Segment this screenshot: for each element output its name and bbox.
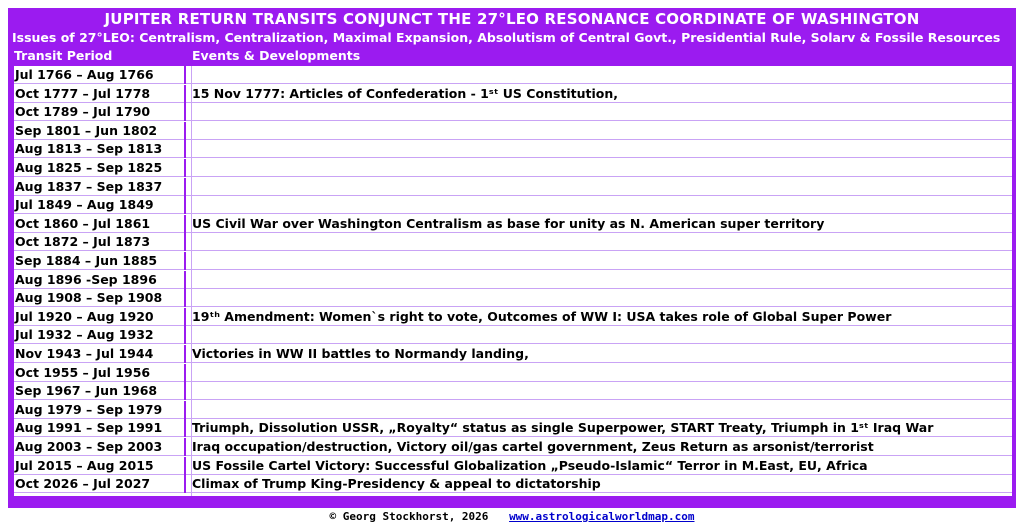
transit-period-cell: Aug 2003 – Sep 2003	[14, 438, 186, 456]
event-cell	[192, 233, 1010, 251]
event-cell	[192, 178, 1010, 196]
transit-period-cell: Jul 2015 – Aug 2015	[14, 457, 186, 475]
event-cell	[192, 103, 1010, 121]
column-header-events: Events & Developments	[192, 48, 361, 63]
table-row	[14, 419, 1012, 437]
event-cell: Victories in WW II battles to Normandy landing,	[192, 346, 529, 361]
event-cell	[192, 196, 1010, 214]
transit-period-cell: Oct 1860 – Jul 1861	[14, 215, 186, 233]
event-cell: Triumph, Dissolution USSR, „Royalty“ status as single Superpower, START Treaty, Triumph in 1ˢᵗ Iraq War	[192, 420, 934, 436]
transit-period-cell: Sep 1884 – Jun 1885	[14, 252, 186, 270]
transit-period-cell: Oct 1777 – Jul 1778	[14, 85, 186, 103]
event-cell	[192, 159, 1010, 177]
table-row	[14, 215, 1012, 233]
table-row	[14, 475, 1012, 493]
event-cell	[192, 271, 1010, 289]
table-row	[14, 326, 1012, 344]
event-cell	[192, 364, 1010, 382]
event-cell	[192, 289, 1010, 307]
event-cell: Iraq occupation/destruction, Victory oil/gas cartel government, Zeus Return as arsonist/terrorist	[192, 439, 874, 454]
transit-period-cell: Jul 1932 – Aug 1932	[14, 326, 186, 344]
transit-period-cell: Aug 1813 – Sep 1813	[14, 140, 186, 158]
table-row	[14, 382, 1012, 400]
transit-period-cell: Oct 1872 – Jul 1873	[14, 233, 186, 251]
table-row	[14, 364, 1012, 382]
event-cell	[192, 326, 1010, 344]
event-cell: US Civil War over Washington Centralism as base for unity as N. American super territory	[192, 215, 825, 231]
transit-period-cell: Jul 1766 – Aug 1766	[14, 66, 186, 84]
event-cell	[192, 382, 1010, 400]
table-frame	[8, 8, 1016, 508]
table-row	[14, 66, 1012, 84]
event-cell	[192, 122, 1010, 140]
event-cell	[192, 252, 1010, 270]
copyright-text: © Georg Stockhorst, 2026	[329, 510, 489, 523]
table-row	[14, 159, 1012, 177]
table-row	[14, 122, 1012, 140]
table-row	[14, 308, 1012, 326]
footer	[0, 510, 1024, 524]
table-row	[14, 178, 1012, 196]
transit-period-cell: Sep 1967 – Jun 1968	[14, 382, 186, 400]
event-cell: 19ᵗʰ Amendment: Women`s right to vote, Outcomes of WW I: USA takes role of Global Super Power	[192, 308, 892, 324]
transit-period-cell: Aug 1908 – Sep 1908	[14, 289, 186, 307]
event-cell: Climax of Trump King-Presidency & appeal to dictatorship	[192, 476, 601, 492]
column-header-transit-period: Transit Period	[14, 48, 113, 63]
transit-period-cell: Oct 1789 – Jul 1790	[14, 103, 186, 121]
event-cell	[192, 401, 1010, 419]
event-cell	[192, 66, 1010, 84]
page-title: JUPITER RETURN TRANSITS CONJUNCT THE 27°LEO RESONANCE COORDINATE OF WASHINGTON	[104, 10, 920, 28]
table-row	[14, 140, 1012, 158]
event-cell: 15 Nov 1777: Articles of Confederation - 1ˢᵗ US Constitution,	[192, 85, 619, 101]
transit-period-cell: Aug 1979 – Sep 1979	[14, 401, 186, 419]
table-row	[14, 103, 1012, 121]
event-cell: US Fossile Cartel Victory: Successful Globalization „Pseudo-Islamic“ Terror in M.East, EU, Africa	[192, 457, 868, 473]
table-row	[14, 85, 1012, 103]
table-row	[14, 345, 1012, 363]
transit-table	[14, 66, 1012, 496]
transit-period-cell: Jul 1849 – Aug 1849	[14, 196, 186, 214]
transit-period-cell: Aug 1837 – Sep 1837	[14, 178, 186, 196]
transit-period-cell: Jul 1920 – Aug 1920	[14, 308, 186, 326]
transit-period-cell: Aug 1825 – Sep 1825	[14, 159, 186, 177]
transit-period-cell: Aug 1991 – Sep 1991	[14, 419, 186, 437]
table-row	[14, 401, 1012, 419]
transit-period-cell: Sep 1801 – Jun 1802	[14, 122, 186, 140]
table-row	[14, 252, 1012, 270]
table-row	[14, 196, 1012, 214]
transit-period-cell: Oct 1955 – Jul 1956	[14, 364, 186, 382]
table-row	[14, 271, 1012, 289]
table-row	[14, 438, 1012, 456]
issues-subtitle: Issues of 27°LEO: Centralism, Centralization, Maximal Expansion, Absolutism of Central Govt., Presidential Rule, Solarv & Fossile Resources	[12, 30, 1001, 45]
table-row	[14, 289, 1012, 307]
transit-period-cell: Nov 1943 – Jul 1944	[14, 345, 186, 363]
transit-period-cell: Oct 2026 – Jul 2027	[14, 475, 186, 493]
transit-period-cell: Aug 1896 -Sep 1896	[14, 271, 186, 289]
website-link[interactable]: www.astrologicalworldmap.com	[509, 510, 695, 523]
table-row	[14, 233, 1012, 251]
event-cell	[192, 140, 1010, 158]
table-row	[14, 457, 1012, 475]
